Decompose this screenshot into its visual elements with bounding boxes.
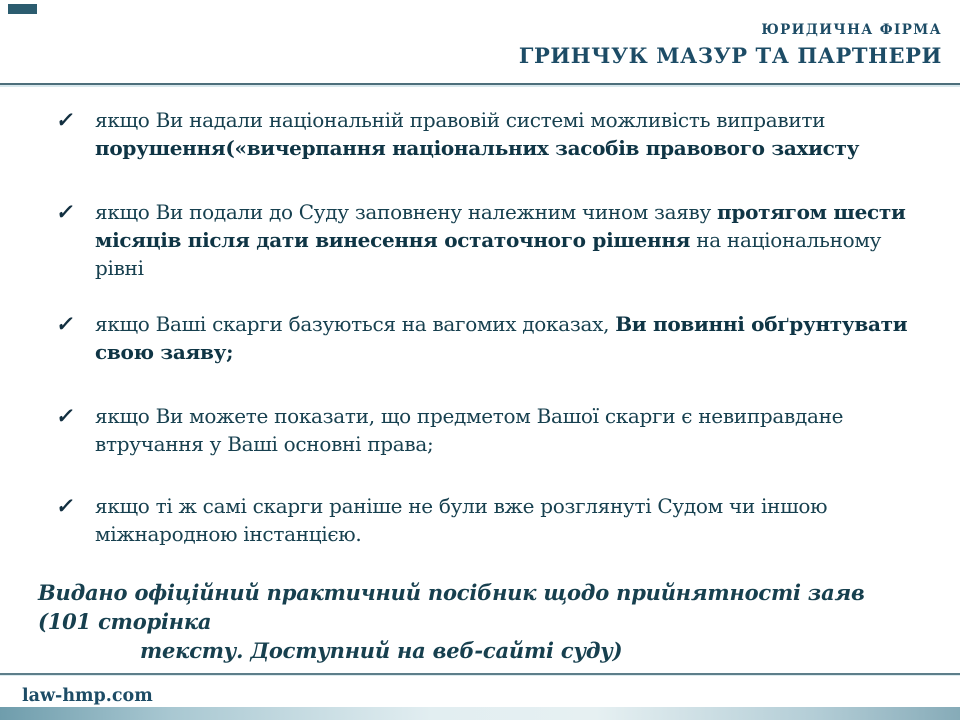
bullet-text-segment: на національному рівні xyxy=(95,228,882,280)
firm-name-title: ГРИНЧУК МАЗУР ТА ПАРТНЕРИ xyxy=(518,43,942,68)
bullet-text-segment: Ви повинні обґрунтувати свою заяву; xyxy=(95,312,908,364)
note-line: Видано офіційний практичний посібник щодо прийнятності заяв (101 сторінка xyxy=(38,580,865,634)
bullet-text xyxy=(95,108,859,160)
bullet-text xyxy=(95,200,906,280)
bullet-text xyxy=(95,312,907,364)
bullet-text xyxy=(95,494,827,546)
footer-divider-line xyxy=(0,673,960,676)
checkmark-bullet-icon: ✓ xyxy=(54,493,77,518)
bullet-item xyxy=(54,492,910,548)
bullet-text-segment: якщо Ви можете показати, що предметом Вашої скарги є невиправдане втручання у Ваші основні права; xyxy=(95,404,844,456)
bullet-item xyxy=(54,310,910,366)
website-url[interactable]: law-hmp.com xyxy=(22,686,153,706)
checkmark-bullet-icon: ✓ xyxy=(54,311,77,336)
checkmark-bullet-icon: ✓ xyxy=(54,107,77,132)
bullet-text-segment: якщо Ваші скарги базуються на вагомих доказах, xyxy=(95,312,616,336)
header-divider-line xyxy=(0,83,960,87)
bullet-text-segment: якщо Ви надали національній правовій системі можливість виправити xyxy=(95,108,826,132)
bottom-accent-bar xyxy=(0,707,960,720)
bullet-text xyxy=(95,404,843,456)
firm-type-label: ЮРИДИЧНА ФІРМА xyxy=(761,22,942,38)
header xyxy=(519,22,942,68)
note-paragraph xyxy=(38,578,910,665)
bullet-text-segment: якщо Ви подали до Суду заповнену належним чином заяву xyxy=(95,200,718,224)
top-left-accent-bar xyxy=(8,4,37,14)
bullet-item xyxy=(54,402,910,458)
bullet-item xyxy=(54,198,910,282)
bullet-text-segment: якщо ті ж самі скарги раніше не були вже розглянуті Судом чи іншою міжнародною інстанцією. xyxy=(95,494,828,546)
bullet-list xyxy=(38,106,910,665)
checkmark-bullet-icon: ✓ xyxy=(54,199,77,224)
bullet-item xyxy=(54,106,910,162)
bullet-text-segment: протягом шести місяців після дати винесення остаточного рішення xyxy=(95,200,906,252)
checkmark-bullet-icon: ✓ xyxy=(54,403,77,428)
bullet-text-segment: порушення(«вичерпання національних засобів правового захисту xyxy=(95,136,860,160)
note-line: тексту. Доступний на веб-сайті суду) xyxy=(140,638,623,663)
